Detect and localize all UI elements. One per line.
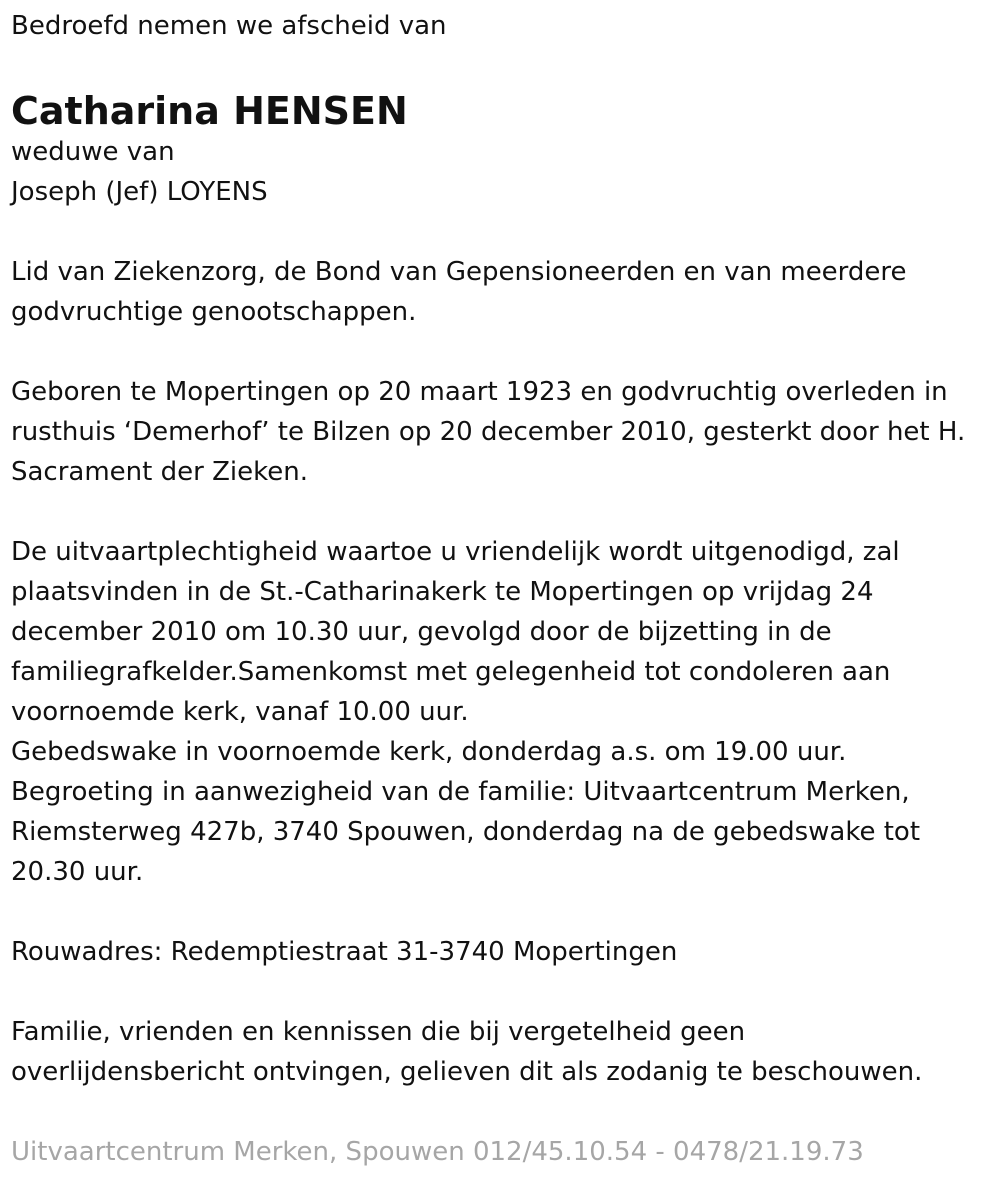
funeral-line: plaatsvinden in de St.-Catharinakerk te Mopertingen op vrijdag 24 — [11, 577, 874, 607]
membership-line: godvruchtige genootschappen. — [11, 297, 417, 327]
birth-death-line: Sacrament der Zieken. — [11, 457, 308, 487]
notice-line: Familie, vrienden en kennissen die bij vergetelheid geen — [11, 1017, 746, 1047]
funeral-line: december 2010 om 10.30 uur, gevolgd door de bijzetting in de — [11, 617, 832, 647]
funeral-paragraph — [11, 532, 1000, 892]
membership-line: Lid van Ziekenzorg, de Bond van Gepensioneerden en van meerdere — [11, 257, 907, 287]
birth-death-line: rusthuis ‘Demerhof’ te Bilzen op 20 december 2010, gesterkt door het H. — [11, 417, 966, 447]
funeral-home-footer: Uitvaartcentrum Merken, Spouwen 012/45.10.54 - 0478/21.19.73 — [11, 1137, 864, 1167]
visitation-line: Riemsterweg 427b, 3740 Spouwen, donderdag na de gebedswake tot — [11, 817, 921, 847]
intro-text: Bedroefd nemen we afscheid van — [11, 11, 447, 41]
spouse-name: Joseph (Jef) LOYENS — [11, 177, 268, 207]
vigil-line: Gebedswake in voornoemde kerk, donderdag a.s. om 19.00 uur. — [11, 737, 847, 767]
relation-text: weduwe van — [11, 137, 175, 167]
visitation-line: Begroeting in aanwezigheid van de familie: Uitvaartcentrum Merken, — [11, 777, 910, 807]
notice-line: overlijdensbericht ontvingen, gelieven dit als zodanig te beschouwen. — [11, 1057, 923, 1087]
deceased-block — [11, 86, 1000, 212]
visitation-line: 20.30 uur. — [11, 857, 144, 887]
funeral-line: voornoemde kerk, vanaf 10.00 uur. — [11, 697, 469, 727]
funeral-line: De uitvaartplechtigheid waartoe u vriendelijk wordt uitgenodigd, zal — [11, 537, 900, 567]
birth-death-line: Geboren te Mopertingen op 20 maart 1923 en godvruchtig overleden in — [11, 377, 948, 407]
funeral-line: familiegrafkelder.Samenkomst met gelegenheid tot condoleren aan — [11, 657, 891, 687]
membership-paragraph — [11, 252, 1000, 332]
notice-paragraph — [11, 1012, 1000, 1092]
birth-death-paragraph — [11, 372, 1000, 492]
mourning-address: Rouwadres: Redemptiestraat 31-3740 Mopertingen — [11, 937, 678, 967]
deceased-name: Catharina HENSEN — [11, 89, 408, 133]
